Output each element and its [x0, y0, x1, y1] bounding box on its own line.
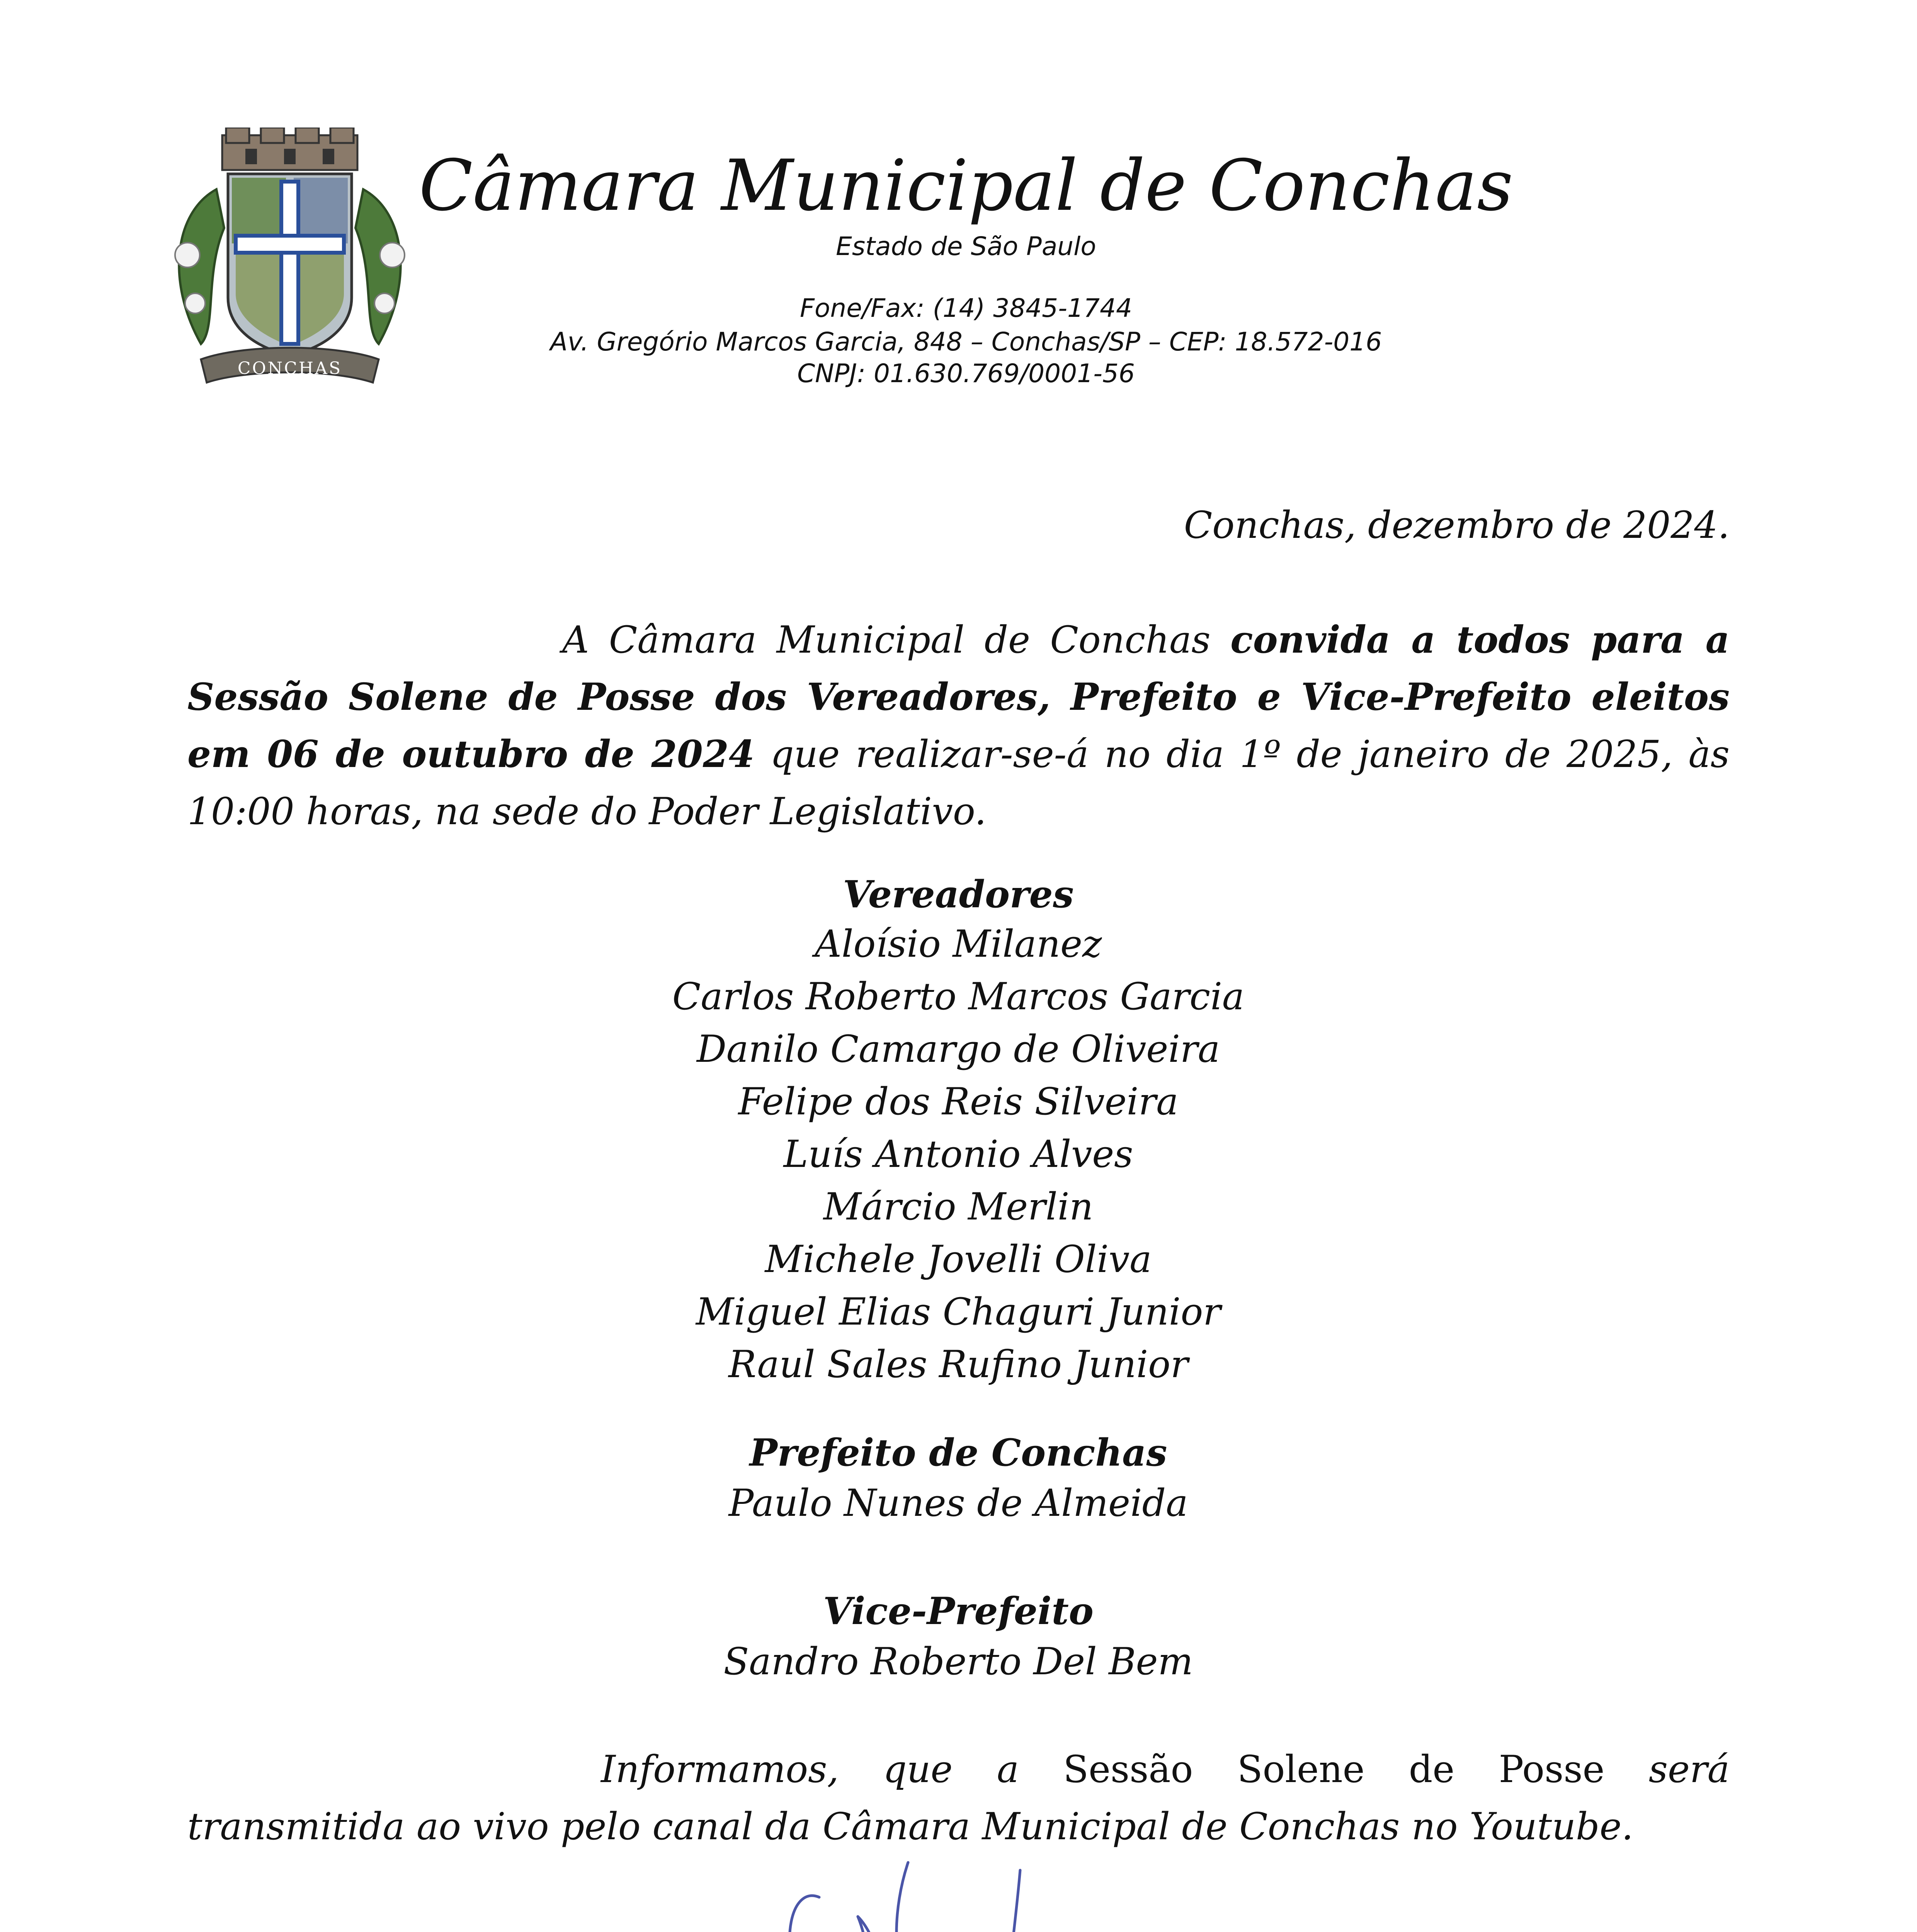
vereadores-list [386, 918, 1530, 1391]
closing-text-upright: Sessão Solene de Posse [1063, 1748, 1605, 1791]
list-item: Miguel Elias Chaguri Junior [696, 1290, 1221, 1333]
list-item: Carlos Roberto Marcos Garcia [672, 975, 1245, 1018]
header-address: Av. Gregório Marcos Garcia, 848 – Conchas/SP – CEP: 18.572-016 [550, 327, 1382, 357]
invitation-text-bold: convida a todos para a Sessão Solene de Posse dos Vereadores, Prefeito e Vice-Prefeito eleitos em 06 de outubro de 2024 [187, 618, 1730, 776]
header-state: Estado de São Paulo [836, 231, 1096, 261]
invitation-text-start: A Câmara Municipal de Conchas [562, 618, 1231, 662]
list-item: Márcio Merlin [823, 1185, 1094, 1228]
vice-prefeito-heading: Vice-Prefeito [823, 1589, 1094, 1633]
crest-scroll-text: CONCHAS [237, 359, 342, 378]
list-item: Danilo Camargo de Oliveira [696, 1027, 1220, 1071]
header-phone: Fone/Fax: (14) 3845-1744 [800, 293, 1132, 323]
organization-name: Câmara Municipal de Conchas [419, 145, 1513, 226]
list-item: Aloísio Milanez [815, 922, 1102, 966]
prefeito-name: Paulo Nunes de Almeida [728, 1481, 1188, 1525]
list-item: Luís Antonio Alves [783, 1133, 1133, 1176]
vereadores-heading: Vereadores [843, 872, 1074, 916]
closing-paragraph [187, 1741, 1730, 1855]
header-cnpj: CNPJ: 01.630.769/0001-56 [797, 359, 1135, 388]
prefeito-heading: Prefeito de Conchas [749, 1431, 1167, 1475]
letter-date: Conchas, dezembro de 2024. [1184, 503, 1730, 547]
coat-of-arms-crest-icon [158, 128, 421, 398]
invitation-text-end: que realizar-se-á no dia 1º de janeiro de 2025, às 10:00 horas, na sede do Poder Legislativo. [187, 733, 1730, 833]
handwritten-signature-icon [676, 1839, 1256, 1932]
vice-prefeito-name: Sandro Roberto Del Bem [723, 1640, 1193, 1683]
closing-text-start: Informamos, que a [601, 1748, 1063, 1791]
list-item: Felipe dos Reis Silveira [738, 1080, 1179, 1123]
list-item: Michele Jovelli Oliva [765, 1238, 1152, 1281]
list-item: Raul Sales Rufino Junior [728, 1343, 1188, 1386]
closing-text-end: será transmitida ao vivo pelo canal da Câmara Municipal de Conchas no Youtube. [187, 1748, 1730, 1848]
invitation-paragraph [187, 611, 1730, 840]
